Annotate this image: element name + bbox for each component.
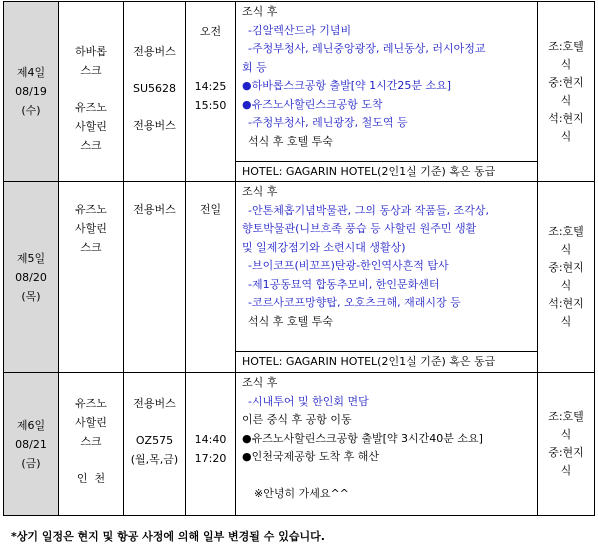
time-line: 17:20 xyxy=(194,452,227,465)
meal-line: 석:현지 xyxy=(548,111,584,125)
schedule-line: -코르사코프망향탑, 오호츠크해, 재래시장 등 xyxy=(248,296,461,309)
schedule-line: ●인천국제공항 도착 후 해산 xyxy=(242,450,379,463)
schedule-line: -제1공동묘역 합동추모비, 한인문화센터 xyxy=(248,277,440,291)
city-line: 사할린 xyxy=(75,222,107,235)
day-cell xyxy=(4,373,59,516)
meal-line: 중:현지 xyxy=(548,261,584,274)
city-line: 유즈노 xyxy=(75,397,107,410)
meal-line: 식 xyxy=(560,315,572,328)
city-line: 인 천 xyxy=(76,472,106,485)
city-line: 사할린 xyxy=(75,416,107,429)
schedule-line: ●유즈노사할린스크공항 도착 xyxy=(242,97,383,111)
meal-cell xyxy=(538,182,595,373)
city-line: 유즈노 xyxy=(75,203,107,216)
day-number: 제4일 xyxy=(16,66,46,79)
schedule-line: 회 등 xyxy=(242,60,267,74)
city-line: 하바롭 xyxy=(75,45,107,58)
meal-line: 식 xyxy=(560,57,572,71)
schedule-line: 조식 후 xyxy=(242,5,278,18)
meal-line: 식 xyxy=(560,129,572,143)
city-line: 스크 xyxy=(80,241,102,254)
city-cell xyxy=(59,182,124,373)
day-weekday: (수) xyxy=(21,104,41,117)
flight-number: OZ575 xyxy=(135,434,174,447)
itinerary-table xyxy=(3,1,595,516)
meal-line: 식 xyxy=(560,279,572,292)
day-cell xyxy=(4,2,59,182)
schedule-line: ●유즈노사할린스크공항 출발[약 3시간40분 소요] xyxy=(242,431,483,445)
meal-line: 중:현지 xyxy=(548,75,584,89)
city-line: 사할린 xyxy=(75,120,107,133)
day-date: 08/19 xyxy=(15,85,47,98)
footnote: *상기 일정은 현지 및 항공 사정에 의해 일부 변경될 수 있습니다. xyxy=(11,530,325,543)
meal-line: 중:현지 xyxy=(548,446,584,459)
schedule-line: -김알렉산드라 기념비 xyxy=(248,23,352,37)
city-cell xyxy=(59,2,124,182)
transport-line: 전용버스 xyxy=(133,203,176,216)
city-cell xyxy=(59,373,124,516)
flight-number: SU5628 xyxy=(132,82,177,95)
schedule-line: -주청부청사, 레닌광장, 철도역 등 xyxy=(248,116,408,129)
day-weekday: (금) xyxy=(21,456,41,470)
schedule-line: -시내투어 및 한인회 면담 xyxy=(248,394,369,408)
itinerary-row-day4 xyxy=(4,2,595,182)
schedule-cell xyxy=(236,182,538,373)
time-line: 14:25 xyxy=(194,80,227,93)
itinerary-row-day5 xyxy=(4,182,595,373)
schedule-line: 이른 중식 후 공항 이동 xyxy=(242,413,352,426)
city-line: 유즈노 xyxy=(75,101,107,114)
time-line: 전일 xyxy=(199,203,222,216)
transport-line: 전용버스 xyxy=(133,397,176,410)
meal-line: 식 xyxy=(560,243,572,256)
time-cell xyxy=(186,373,236,516)
flight-days: (월,목,금) xyxy=(130,453,179,466)
day-date: 08/21 xyxy=(15,437,47,451)
meal-line: 조:호텔 xyxy=(548,225,584,238)
schedule-line: -브이코프(비꼬프)탄광-한인역사흔적 탐사 xyxy=(248,259,449,272)
transport-cell xyxy=(124,182,186,373)
day-number: 제5일 xyxy=(16,251,46,265)
city-line: 스크 xyxy=(80,139,102,152)
meal-line: 식 xyxy=(560,464,572,477)
hotel-info: HOTEL: GAGARIN HOTEL(2인1실 기준) 혹은 동급 xyxy=(236,161,537,181)
schedule-line: -주청부청사, 레닌중앙광장, 레닌동상, 러시아정교 xyxy=(248,42,486,55)
city-line: 스크 xyxy=(80,435,102,448)
transport-line: 전용버스 xyxy=(133,119,176,132)
transport-cell xyxy=(124,373,186,516)
time-cell xyxy=(186,182,236,373)
schedule-line: ●하바롭스크공항 출발[약 1시간25분 소요] xyxy=(242,79,452,92)
schedule-line: 조식 후 xyxy=(242,376,278,389)
transport-line: 전용버스 xyxy=(133,45,176,58)
time-cell xyxy=(186,2,236,182)
schedule-line: 조식 후 xyxy=(242,185,278,198)
schedule-line: 석식 후 호텔 투숙 xyxy=(248,314,333,328)
meal-cell xyxy=(538,2,595,182)
time-line: 15:50 xyxy=(194,99,227,112)
schedule-line: 석식 후 호텔 투숙 xyxy=(248,134,333,148)
schedule-line: 향토박물관(니브흐족 풍습 등 사할린 원주민 생활 xyxy=(242,222,477,235)
schedule-line: -안톤체홉기념박물관, 그의 동상과 작품들, 조각상, xyxy=(248,203,489,217)
meal-line: 조:호텔 xyxy=(548,39,584,53)
meal-line: 석:현지 xyxy=(548,297,584,310)
meal-cell xyxy=(538,373,595,516)
schedule-cell xyxy=(236,2,538,182)
meal-line: 조:호텔 xyxy=(548,410,584,423)
city-line: 스크 xyxy=(80,64,102,77)
itinerary-row-day6 xyxy=(4,373,595,516)
hotel-info: HOTEL: GAGARIN HOTEL(2인1실 기준) 혹은 동급 xyxy=(236,351,537,371)
day-date: 08/20 xyxy=(15,270,47,284)
day-cell xyxy=(4,182,59,373)
time-line: 오전 xyxy=(199,25,222,38)
transport-cell xyxy=(124,2,186,182)
meal-line: 식 xyxy=(560,93,572,107)
time-line: 14:40 xyxy=(194,433,227,446)
day-weekday: (목) xyxy=(21,289,41,303)
meal-line: 식 xyxy=(560,428,572,441)
day-number: 제6일 xyxy=(16,418,46,432)
schedule-line: 및 일제강점기와 소련시대 생활상) xyxy=(242,240,406,254)
schedule-cell xyxy=(236,373,538,516)
schedule-line: ※안녕히 가세요^^ xyxy=(254,486,349,500)
